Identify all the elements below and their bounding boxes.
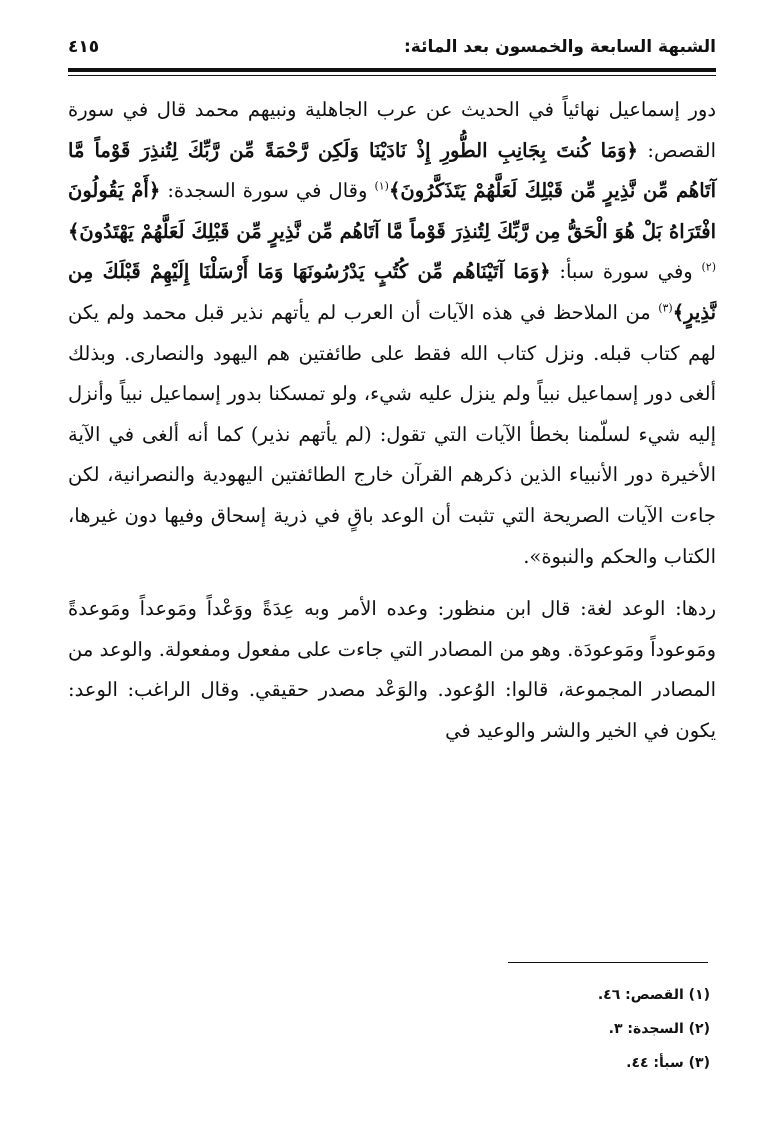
page-number: ٤١٥ [68,37,100,57]
footnote-1: (١) القصص: ٤٦. [597,987,710,1003]
paragraph-2: ردها: الوعد لغة: قال ابن منظور: وعده الأمر وبه عِدَةً ووَعْداً ومَوعداً ومَوعدةً ومَوعوداً ومَوعودَة. وهو من المصادر التي جاءت على مفعول ومفعولة. والوعد من المصادر المجموعة، قالوا: الوُعود. والوَعْد مصدر حقيقي. وقال الراغب: الوعد: يكون في الخير والشر والوعيد في [68,597,716,742]
footnote-2: (٢) السجدة: ٣. [608,1021,710,1037]
quran-verse-qasas: ﴿وَمَا كُنتَ بِجَانِبِ الطُّورِ إِذْ نَادَيْنَا وَلَكِن رَّحْمَةً مِّن رَّبِّكَ لِتُنذِرَ قَوْماً مَّا آتَاهُم مِّن نَّذِيرٍ مِّن قَبْلِكَ لَعَلَّهُمْ يَتَذَكَّرُونَ﴾ [68,138,717,203]
quran-verse-sajda: ﴿أَمْ يَقُولُونَ افْتَرَاهُ بَلْ هُوَ الْحَقُّ مِن رَّبِّكَ لِتُنذِرَ قَوْماً مَّا آتَاهُم مِّن نَّذِيرٍ مِّن قَبْلِكَ لَعَلَّهُمْ يَهْتَدُونَ﴾ [68,179,716,243]
body-text [68,90,716,752]
footnotes [460,978,710,1080]
text-segment: وفي سورة سبأ: [550,260,702,284]
text-segment: وقال في سورة السجدة: [160,179,375,203]
text-segment: من الملاحظ في هذه الآيات أن العرب لم يأتهم نذير قبل محمد ولم يكن لهم كتاب قبله. ونزل كتاب الله فقط على طائفتين هم اليهود والنصارى. وبذلك ألغى دور إسماعيل نبياً ولم ينزل عليه شيء، ولو تمسكنا بدور إسماعيل نبياً وأنزل إليه شيء لسلّمنا بخطأ الآيات التي تقول: (لم يأتهم نذير) كما أنه ألغى في الآية الأخيرة دور الأنبياء الذين ذكرهم القرآن خارج الطائفتين اليهودية والنصرانية، لكن جاءت الآيات الصريحة التي تثبت أن الوعد باقٍ في ذرية إسحاق وفيها دون غيرها، الكتاب والحكم والنبوة». [68,300,716,568]
footnote-ref-1: (١) [374,179,389,193]
running-header [68,30,716,64]
header-rule-thin [68,75,716,76]
footnote-separator [508,962,708,963]
text-segment: دور إسماعيل نهائياً في الحديث عن عرب الجاهلية ونبيهم محمد قال في سورة القصص: [68,98,717,162]
footnote-3: (٣) سبأ: ٤٤. [626,1055,710,1071]
footnote-ref-3: (٣) [658,301,673,315]
chapter-title: الشبهة السابعة والخمسون بعد المائة: [403,37,716,57]
footnote-ref-2: (٢) [701,260,716,274]
paragraph-1 [68,90,716,577]
header-rule-thick [68,68,716,72]
quran-verse-saba: ﴿وَمَا آتَيْنَاهُم مِّن كُتُبٍ يَدْرُسُونَهَا وَمَا أَرْسَلْنَا إِلَيْهِمْ قَبْلَكَ مِن نَّذِيرٍ﴾ [68,260,716,324]
